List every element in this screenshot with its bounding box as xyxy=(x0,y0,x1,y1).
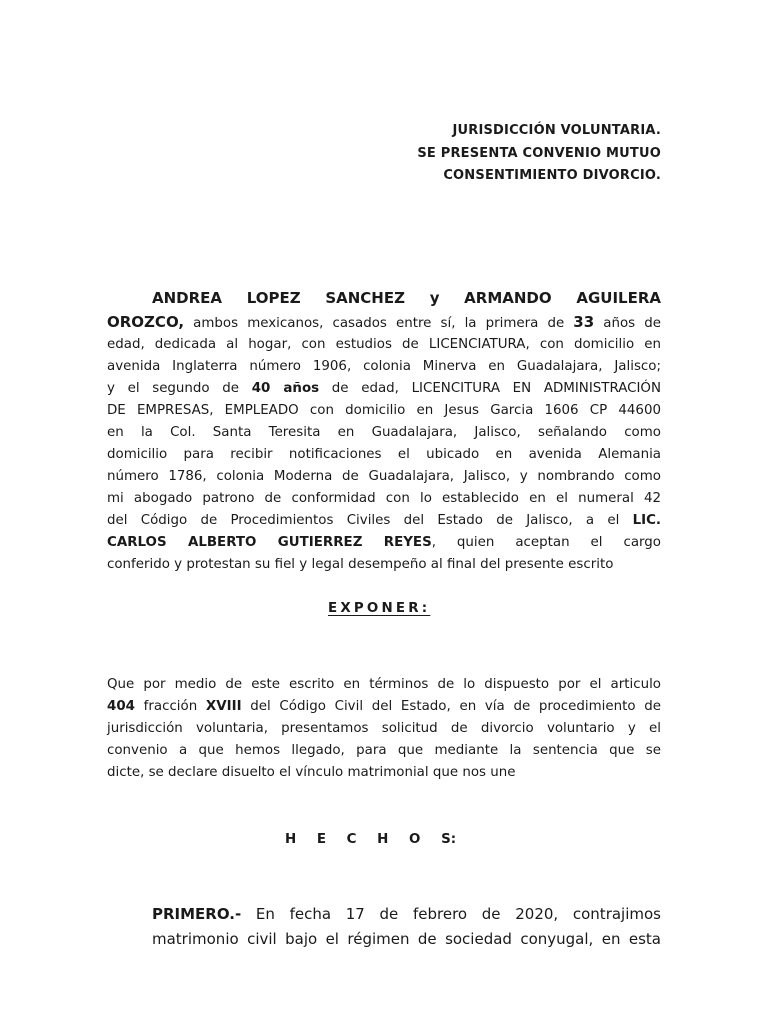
petition-line-2: 404 fracción XVIII del Código Civil del Estado, en vía de procedimiento de xyxy=(107,699,661,714)
lawyer-name: CARLOS ALBERTO GUTIERREZ REYES xyxy=(107,535,432,550)
parties-names-cont: OROZCO, xyxy=(107,313,185,331)
header-line-2: SE PRESENTA CONVENIO MUTUO xyxy=(417,145,661,161)
primero-label: PRIMERO.- xyxy=(152,905,242,923)
parties-names: ANDREA LOPEZ SANCHEZ y ARMANDO AGUILERA xyxy=(152,289,661,307)
intro-line-12: CARLOS ALBERTO GUTIERREZ REYES, quien aceptan el cargo xyxy=(107,535,661,550)
article-number: 404 xyxy=(107,699,135,714)
petition-line-1: Que por medio de este escrito en términos de lo dispuesto por el articulo xyxy=(107,677,661,692)
intro-line-4: avenida Inglaterra número 1906, colonia Minerva en Guadalajara, Jalisco; xyxy=(107,359,661,374)
petition-line-3: jurisdicción voluntaria, presentamos solicitud de divorcio voluntario y el xyxy=(107,721,661,736)
intro-line-5: y el segundo de 40 años de edad, LICENCITURA EN ADMINISTRACIÓN xyxy=(107,381,661,396)
hechos-heading: H E C H O S: xyxy=(285,832,457,847)
intro-line-10: mi abogado patrono de conformidad con lo establecido en el numeral 42 xyxy=(107,491,661,506)
intro-line-3: edad, dedicada al hogar, con estudios de LICENCIATURA, con domicilio en xyxy=(107,337,661,352)
intro-line-2: OROZCO, ambos mexicanos, casados entre sí, la primera de 33 años de xyxy=(107,313,661,331)
intro-line-8: domicilio para recibir notificaciones el ubicado en avenida Alemania xyxy=(107,447,661,462)
fraction-number: XVIII xyxy=(205,699,242,714)
header-line-1: JURISDICCIÓN VOLUNTARIA. xyxy=(452,123,661,138)
intro-line-6: DE EMPRESAS, EMPLEADO con domicilio en Jesus Garcia 1606 CP 44600 xyxy=(107,403,661,418)
intro-line-13: conferido y protestan su fiel y legal desempeño al final del presente escrito xyxy=(107,557,614,572)
facts-line-1: PRIMERO.- En fecha 17 de febrero de 2020, contrajimos xyxy=(152,905,661,923)
age-first: 33 xyxy=(573,313,595,331)
lawyer-title: LIC. xyxy=(632,513,661,528)
petition-line-5: dicte, se declare disuelto el vínculo matrimonial que nos une xyxy=(107,765,516,780)
intro-line-1 xyxy=(152,287,661,311)
intro-line-11: del Código de Procedimientos Civiles del Estado de Jalisco, a el LIC. xyxy=(107,513,661,528)
age-second: 40 años xyxy=(251,381,320,396)
facts-line-2: matrimonio civil bajo el régimen de sociedad conyugal, en esta xyxy=(152,930,661,948)
intro-line-7: en la Col. Santa Teresita en Guadalajara, Jalisco, señalando como xyxy=(107,425,661,440)
petition-line-4: convenio a que hemos llegado, para que mediante la sentencia que se xyxy=(107,743,661,758)
document-header xyxy=(417,120,661,188)
intro-line-9: número 1786, colonia Moderna de Guadalajara, Jalisco, y nombrando como xyxy=(107,469,661,484)
exponer-heading: EXPONER: xyxy=(328,601,431,616)
header-line-3: CONSENTIMIENTO DIVORCIO. xyxy=(443,168,661,183)
